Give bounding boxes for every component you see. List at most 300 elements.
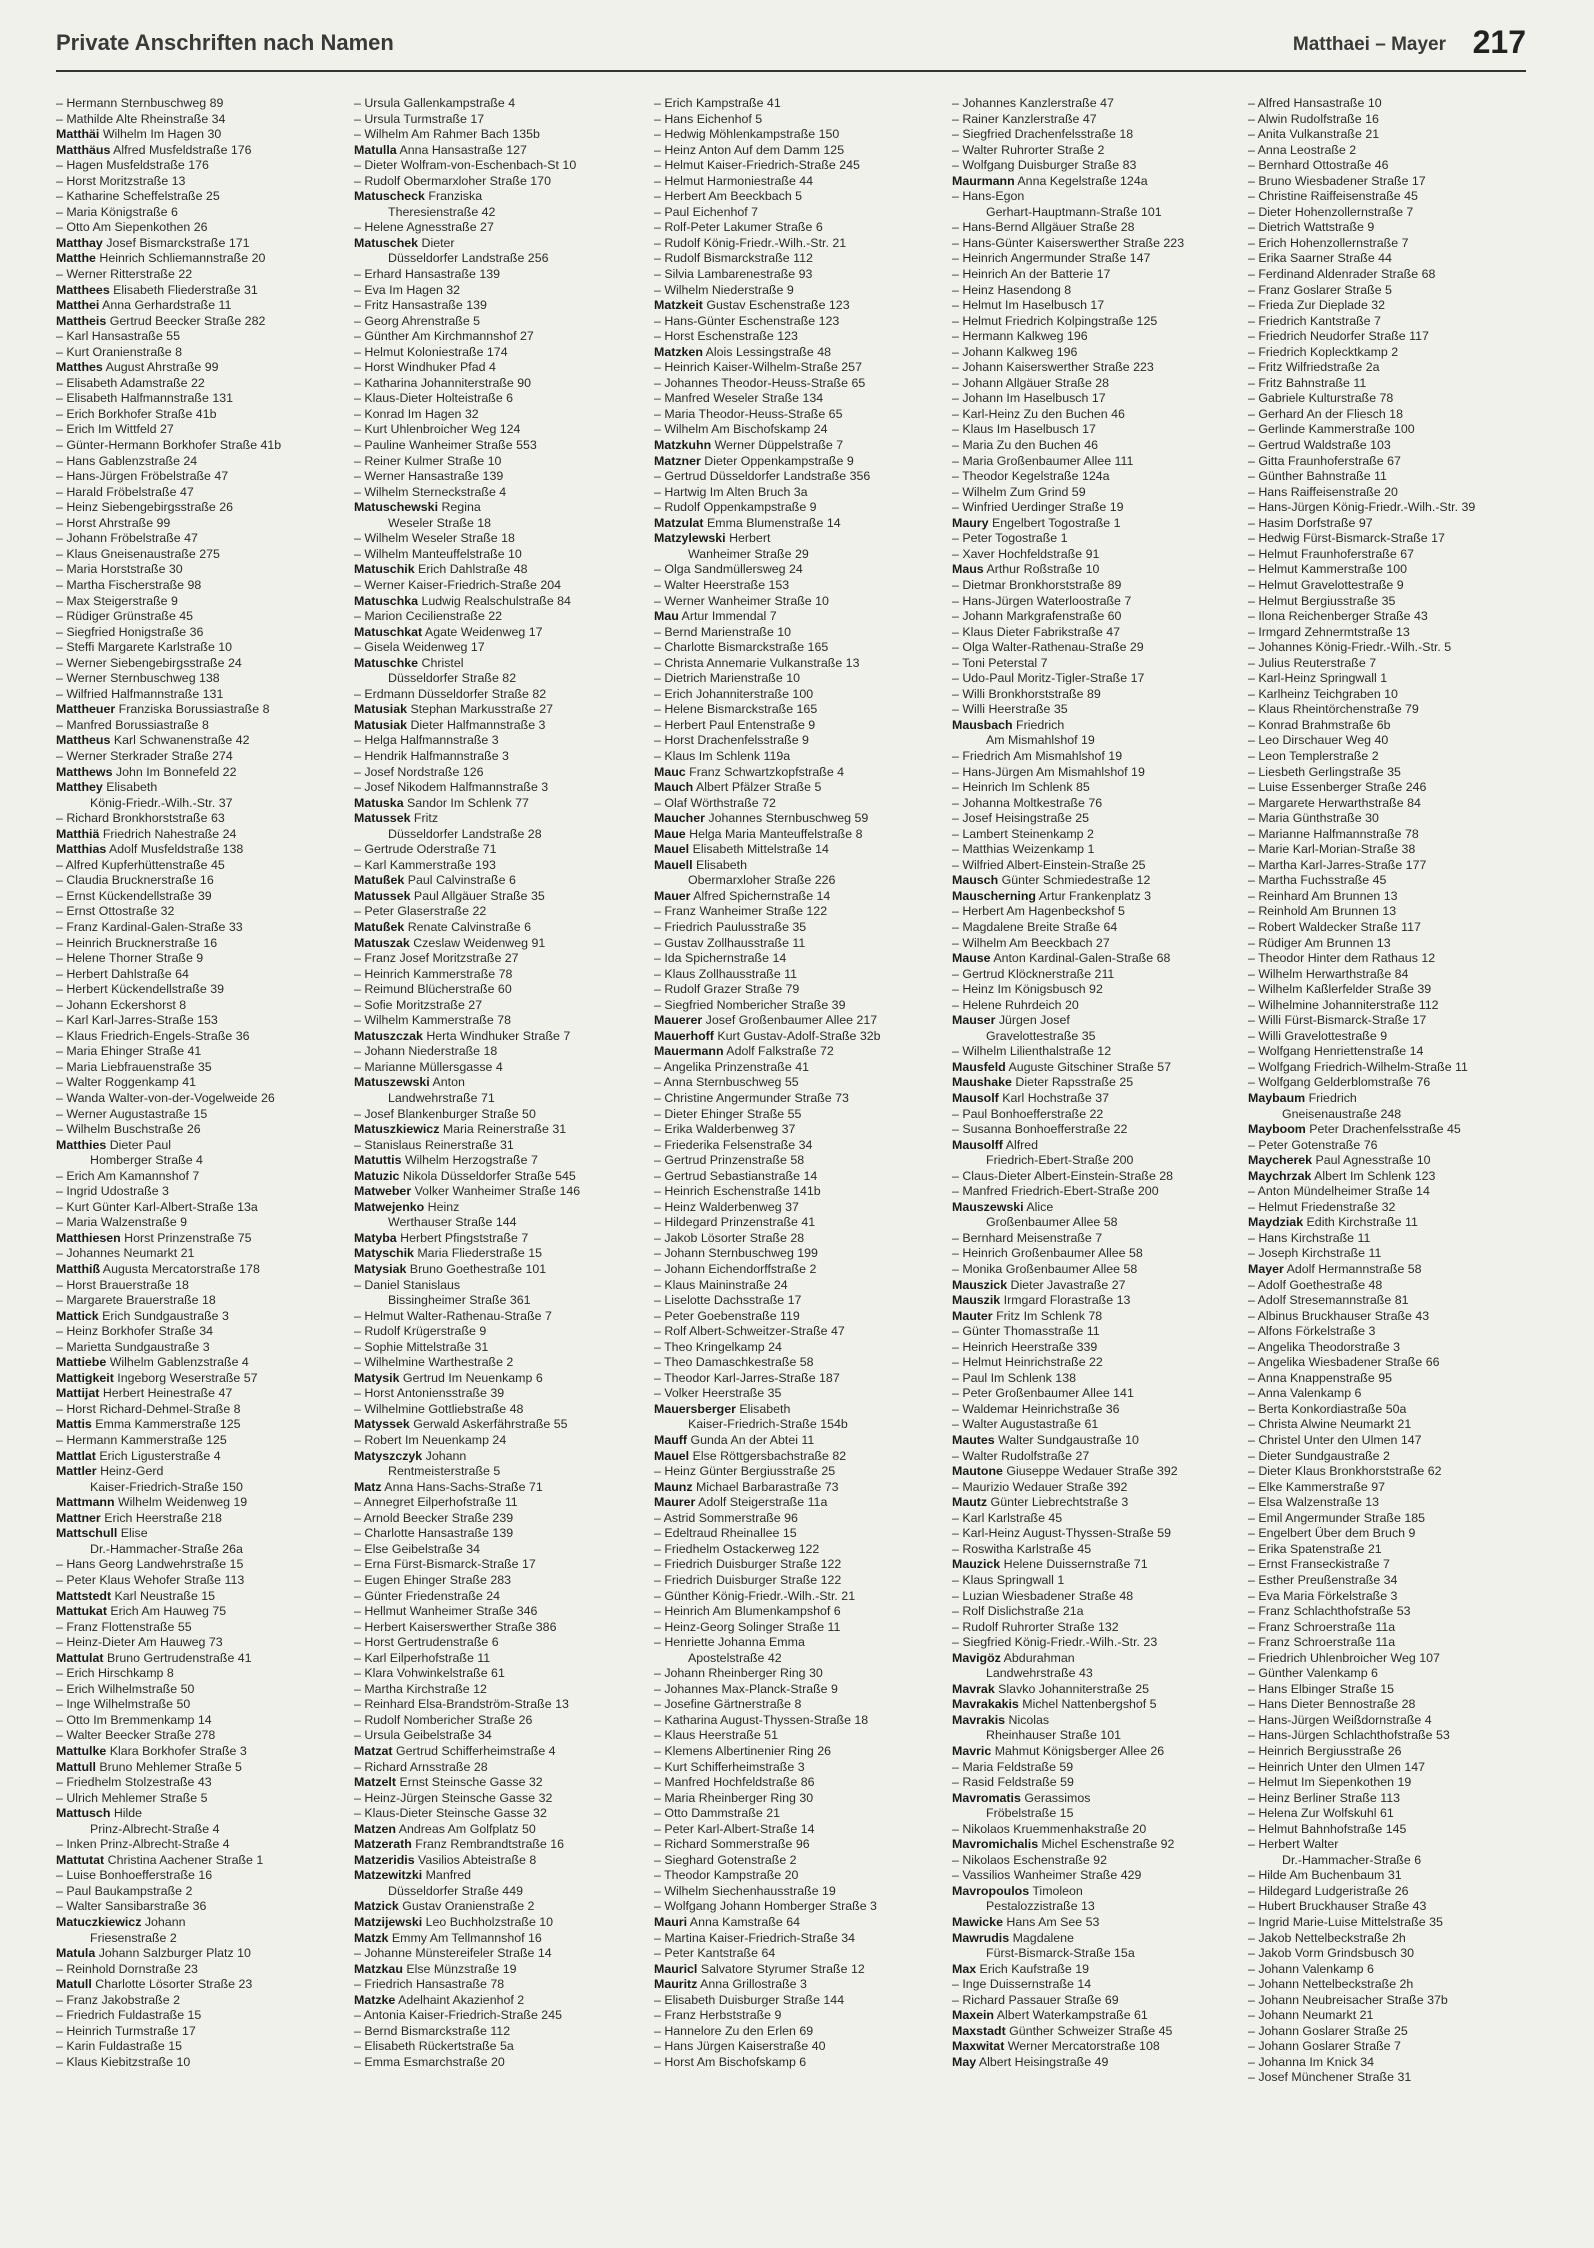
entry-text: Landwehrstraße 43	[986, 1666, 1093, 1681]
directory-entry	[1248, 998, 1538, 1014]
directory-entry	[56, 1791, 346, 1807]
entry-text: – Leo Dirschauer Weg 40	[1248, 733, 1389, 748]
entry-text: – Jakob Lösorter Straße 28	[654, 1230, 805, 1245]
entry-text: Agate Weidenweg 17	[422, 624, 543, 639]
directory-entry	[56, 422, 346, 438]
entry-text: – Ursula Geibelstraße 34	[354, 1728, 492, 1743]
directory-entry	[1248, 640, 1538, 656]
directory-entry	[56, 702, 346, 718]
directory-entry	[952, 1355, 1242, 1371]
entry-text: – Frieda Zur Dieplade 32	[1248, 298, 1386, 313]
entry-text: Regina	[438, 500, 481, 515]
directory-entry	[654, 796, 944, 812]
directory-entry	[952, 376, 1242, 392]
directory-entry	[1248, 1231, 1538, 1247]
entry-text: – Helene Thorner Straße 9	[56, 951, 204, 966]
directory-entry	[56, 1386, 346, 1402]
entry-text: Anna Hans-Sachs-Straße 71	[381, 1479, 543, 1494]
directory-entry	[654, 625, 944, 641]
directory-entry	[1248, 594, 1538, 610]
directory-entry	[654, 1931, 944, 1947]
entry-text: – Anna Valenkamp 6	[1248, 1386, 1362, 1401]
entry-text: – Klaus Dieter Fabrikstraße 47	[952, 624, 1121, 639]
entry-text: Anna Grillostraße 3	[697, 1977, 807, 1992]
directory-entry	[952, 547, 1242, 563]
entry-text: – Helmut Harmoniestraße 44	[654, 173, 814, 188]
surname: Mauerhoff	[654, 1028, 714, 1043]
directory-entry	[1248, 951, 1538, 967]
directory-entry	[56, 1899, 346, 1915]
directory-entry	[952, 329, 1242, 345]
entry-text: – Franz Jakobstraße 2	[56, 1992, 180, 2007]
entry-text: Kurt Gustav-Adolf-Straße 32b	[713, 1028, 881, 1043]
directory-entry	[654, 1340, 944, 1356]
directory-entry	[354, 765, 644, 781]
entry-text: Jürgen Josef	[995, 1013, 1070, 1028]
directory-entry	[952, 1184, 1242, 1200]
entry-text: – Friedhelm Stolzestraße 43	[56, 1775, 212, 1790]
entry-text: Dieter Paul	[106, 1137, 172, 1152]
directory-entry	[1248, 827, 1538, 843]
entry-text: Werner Düppelstraße 7	[711, 438, 844, 453]
directory-entry	[354, 578, 644, 594]
entry-text: – Manfred Borussiastraße 8	[56, 717, 209, 732]
entry-text: Franz Rembrandtstraße 16	[411, 1837, 565, 1852]
directory-entry	[952, 2008, 1242, 2024]
directory-entry	[56, 251, 346, 267]
entry-text: – Engelbert Über dem Bruch 9	[1248, 1526, 1416, 1541]
directory-entry	[654, 2024, 944, 2040]
directory-entry	[654, 998, 944, 1014]
entry-text: – Wilhelm Lilienthalstraße 12	[952, 1044, 1112, 1059]
entry-text: – Inge Duissernstraße 14	[952, 1977, 1092, 1992]
entry-text: Ernst Steinsche Gasse 32	[396, 1775, 543, 1790]
directory-entry	[654, 1557, 944, 1573]
directory-entry	[56, 1153, 346, 1169]
surname: Matzerath	[354, 1837, 412, 1852]
directory-entry	[654, 283, 944, 299]
directory-entry	[654, 547, 944, 563]
entry-text: Helene Duissernstraße 71	[1000, 1557, 1148, 1572]
directory-entry	[354, 1402, 644, 1418]
entry-text: – Theo Kringelkamp 24	[654, 1339, 782, 1354]
directory-entry	[654, 594, 944, 610]
directory-entry	[952, 1044, 1242, 1060]
surname: Matysik	[354, 1370, 400, 1385]
entry-text: Bruno Gertrudenstraße 41	[103, 1650, 252, 1665]
surname: Matußek	[354, 873, 405, 888]
directory-entry	[354, 920, 644, 936]
entry-text: – Bernhard Meisenstraße 7	[952, 1230, 1103, 1245]
directory-entry	[56, 407, 346, 423]
entry-text: – Heinz-Dieter Am Hauweg 73	[56, 1635, 223, 1650]
entry-text: – Heinrich Unter den Ulmen 147	[1248, 1759, 1426, 1774]
surname: Maxwitat	[952, 2039, 1005, 2054]
entry-text: – Helene Bismarckstraße 165	[654, 702, 818, 717]
entry-text: Gertrud Beecker Straße 282	[106, 313, 266, 328]
directory-entry	[354, 283, 644, 299]
directory-entry	[354, 873, 644, 889]
directory-entry	[1248, 2039, 1538, 2055]
entry-text: Timoleon	[1029, 1883, 1083, 1898]
entry-text: Edith Kirchstraße 11	[1303, 1215, 1418, 1230]
directory-entry	[56, 1480, 346, 1496]
entry-text: Erich Ligusterstraße 4	[95, 1448, 221, 1463]
entry-text: Hilde	[110, 1806, 143, 1821]
directory-entry	[354, 485, 644, 501]
directory-column-4	[952, 96, 1242, 2226]
entry-text: – Olga Sandmüllersweg 24	[654, 562, 803, 577]
directory-entry	[654, 951, 944, 967]
directory-entry	[1248, 1884, 1538, 1900]
directory-entry	[56, 765, 346, 781]
entry-text: – Theodor Kampstraße 20	[654, 1868, 799, 1883]
surname: Max	[952, 1961, 977, 1976]
entry-text: – Gustav Zollhausstraße 11	[654, 935, 806, 950]
surname: Matuschik	[354, 562, 415, 577]
entry-text: – Robert Im Neuenkamp 24	[354, 1433, 507, 1448]
directory-entry	[1248, 407, 1538, 423]
entry-text: Fröbelstraße 15	[986, 1806, 1074, 1821]
entry-text: Alfred Musfeldstraße 176	[110, 142, 252, 157]
entry-text: Augusta Mercatorstraße 178	[100, 1262, 260, 1277]
entry-text: – Marianne Müllersgasse 4	[354, 1059, 503, 1074]
surname: Mavigöz	[952, 1650, 1001, 1665]
entry-text: – Rudolf Grazer Straße 79	[654, 982, 800, 997]
entry-text: – Eugen Ehinger Straße 283	[354, 1572, 512, 1587]
entry-text: – Stanislaus Reinerstraße 31	[354, 1137, 514, 1152]
directory-entry	[56, 1200, 346, 1216]
directory-entry	[354, 1511, 644, 1527]
entry-text: – Walter Beecker Straße 278	[56, 1728, 216, 1743]
entry-text: Dieter Javastraße 27	[1007, 1277, 1126, 1292]
directory-entry	[952, 1868, 1242, 1884]
directory-entry	[1248, 1868, 1538, 1884]
entry-text: Josef Großenbaumer Allee 217	[702, 1013, 878, 1028]
entry-text: – Martha Kirchstraße 12	[354, 1681, 487, 1696]
directory-entry	[56, 1464, 346, 1480]
directory-entry	[654, 1760, 944, 1776]
entry-text: – Alfred Hansastraße 10	[1248, 96, 1382, 110]
directory-entry	[56, 1355, 346, 1371]
surname: Mattulat	[56, 1650, 104, 1665]
entry-text: – Maria Günthstraße 30	[1248, 811, 1379, 826]
entry-text: – Jakob Nettelbeckstraße 2h	[1248, 1930, 1406, 1945]
surname: Matuschka	[354, 593, 419, 608]
directory-entry	[354, 329, 644, 345]
directory-entry	[56, 967, 346, 983]
directory-entry	[952, 733, 1242, 749]
entry-text: – Helmut Kammerstraße 100	[1248, 562, 1408, 577]
directory-entry	[1248, 314, 1538, 330]
surname: Matzen	[354, 1821, 396, 1836]
entry-text: Fürst-Bismarck-Straße 15a	[986, 1946, 1135, 1961]
directory-entry	[354, 702, 644, 718]
directory-entry	[654, 1822, 944, 1838]
directory-entry	[56, 1589, 346, 1605]
directory-entry	[952, 1013, 1242, 1029]
entry-text: Gravelottestraße 35	[986, 1028, 1096, 1043]
entry-text: – Gerlinde Kammerstraße 100	[1248, 422, 1415, 437]
entry-text: Emma Kammerstraße 125	[91, 1417, 241, 1432]
surname: Mausch	[952, 873, 999, 888]
directory-entry	[56, 205, 346, 221]
entry-text: Dr.-Hammacher-Straße 6	[1282, 1852, 1422, 1867]
entry-text: – Johann Allgäuer Straße 28	[952, 375, 1110, 390]
entry-text: – Gertrude Oderstraße 71	[354, 842, 497, 857]
directory-entry	[952, 1760, 1242, 1776]
directory-entry	[952, 1278, 1242, 1294]
entry-text: – Wolfgang Duisburger Straße 83	[952, 158, 1137, 173]
surname: Maybaum	[1248, 1091, 1306, 1105]
entry-text: Landwehrstraße 71	[388, 1091, 495, 1105]
directory-entry	[354, 951, 644, 967]
entry-text: – Maurizio Wedauer Straße 392	[952, 1479, 1128, 1494]
directory-entry	[952, 298, 1242, 314]
entry-text: Maria Reinerstraße 31	[439, 1122, 567, 1137]
entry-text: – Heinz-Jürgen Steinsche Gasse 32	[354, 1790, 553, 1805]
directory-entry	[1248, 858, 1538, 874]
entry-text: – Hedwig Fürst-Bismarck-Straße 17	[1248, 531, 1445, 546]
surname: Maucher	[654, 811, 705, 826]
entry-text: – Hans Elbinger Straße 15	[1248, 1681, 1395, 1696]
directory-entry	[56, 1526, 346, 1542]
directory-entry	[1248, 516, 1538, 532]
surname: Mauzick	[952, 1557, 1001, 1572]
entry-text: – Willi Gravelottestraße 9	[1248, 1028, 1388, 1043]
directory-entry	[654, 904, 944, 920]
directory-entry	[354, 454, 644, 470]
entry-text: – Helmut Fraunhoferstraße 67	[1248, 546, 1414, 561]
entry-text: Anna Hansastraße 127	[396, 142, 527, 157]
directory-entry	[354, 733, 644, 749]
entry-text: – Waldemar Heinrichstraße 36	[952, 1401, 1120, 1416]
directory-entry	[952, 112, 1242, 128]
directory-entry	[952, 1620, 1242, 1636]
entry-text: – Georg Ahrenstraße 5	[354, 313, 481, 328]
directory-column-2	[354, 96, 644, 2226]
directory-entry	[1248, 1309, 1538, 1325]
entry-text: – Richard Sommerstraße 96	[654, 1837, 810, 1852]
entry-text: – Toni Peterstal 7	[952, 655, 1048, 670]
directory-entry	[56, 454, 346, 470]
directory-entry	[654, 1122, 944, 1138]
entry-text: – Richard Bronkhorststraße 63	[56, 811, 225, 826]
entry-text: Anton Kardinal-Galen-Straße 68	[990, 951, 1171, 966]
entry-text: – Franz Kardinal-Galen-Straße 33	[56, 919, 243, 934]
entry-text: – Josefine Gärtnerstraße 8	[654, 1697, 802, 1712]
directory-entry	[1248, 1604, 1538, 1620]
directory-entry	[1248, 702, 1538, 718]
entry-text: Karl Neustraße 15	[111, 1588, 216, 1603]
entry-text: – Ernst Kückendellstraße 39	[56, 888, 212, 903]
entry-text: – Werner Siebengebirgsstraße 24	[56, 655, 242, 670]
entry-text: – Hans-Jürgen Am Mismahlshof 19	[952, 764, 1145, 779]
surname: May	[952, 2054, 977, 2069]
directory-entry	[56, 298, 346, 314]
entry-text: – Nikolaos Kruemmenhakstraße 20	[952, 1821, 1147, 1836]
entry-text: Michel Eschenstraße 92	[1038, 1837, 1175, 1852]
entry-text: – Peter Großenbaumer Allee 141	[952, 1386, 1134, 1401]
entry-text: – Maria Ehinger Straße 41	[56, 1044, 202, 1059]
entry-text: – Luise Bonhoefferstraße 16	[56, 1868, 213, 1883]
directory-entry	[56, 1184, 346, 1200]
directory-entry	[654, 1231, 944, 1247]
directory-entry	[952, 1433, 1242, 1449]
directory-entry	[56, 1293, 346, 1309]
directory-entry	[56, 609, 346, 625]
entry-text: – Franz Flottenstraße 55	[56, 1619, 192, 1634]
entry-text: – Karl-Heinz August-Thyssen-Straße 59	[952, 1526, 1171, 1541]
directory-entry	[654, 314, 944, 330]
entry-text: – Christine Raiffeisenstraße 45	[1248, 189, 1418, 204]
directory-entry	[952, 609, 1242, 625]
directory-entry	[654, 1962, 944, 1978]
entry-text: Adelhaint Akazienhof 2	[395, 1992, 525, 2007]
entry-text: – Adolf Stresemannstraße 81	[1248, 1293, 1409, 1308]
entry-text: – Liselotte Dachsstraße 17	[654, 1293, 802, 1308]
entry-text: Pestalozzistraße 13	[986, 1899, 1095, 1914]
directory-entry	[952, 1635, 1242, 1651]
directory-entry	[952, 1246, 1242, 1262]
directory-entry	[354, 345, 644, 361]
directory-entry	[654, 1371, 944, 1387]
directory-entry	[654, 982, 944, 998]
directory-entry	[654, 220, 944, 236]
entry-text: Adolf Musfeldstraße 138	[106, 842, 244, 857]
entry-text: – Erich Kampstraße 41	[654, 96, 781, 110]
entry-text: – Herbert Walter	[1248, 1837, 1339, 1852]
entry-text: – Elisabeth Rückertstraße 5a	[354, 2039, 514, 2054]
entry-text: Czeslaw Weidenweg 91	[409, 935, 546, 950]
directory-entry	[354, 1464, 644, 1480]
entry-text: – Klaus-Dieter Steinsche Gasse 32	[354, 1806, 547, 1821]
entry-text: Karl Schwanenstraße 42	[110, 733, 250, 748]
entry-text: – Maria Theodor-Heuss-Straße 65	[654, 406, 843, 421]
surname: Matusiak	[354, 702, 408, 717]
entry-text: Friedrich Nahestraße 24	[99, 826, 237, 841]
entry-text: – Emil Angermunder Straße 185	[1248, 1510, 1426, 1525]
surname: Matthay	[56, 235, 103, 250]
entry-text: – Friedrich Fuldastraße 15	[56, 2008, 202, 2023]
surname: Matthees	[56, 282, 110, 297]
entry-text: – Martha Fischerstraße 98	[56, 577, 202, 592]
directory-entry	[354, 360, 644, 376]
directory-entry	[354, 858, 644, 874]
directory-entry	[654, 1324, 944, 1340]
directory-entry	[56, 469, 346, 485]
entry-text: Michel Nattenbergshof 5	[1018, 1697, 1157, 1712]
entry-text: – Theodor Karl-Jarres-Straße 187	[654, 1370, 840, 1385]
directory-entry	[654, 1837, 944, 1853]
directory-entry	[1248, 1666, 1538, 1682]
directory-entry	[952, 2024, 1242, 2040]
entry-text: – Sofie Moritzstraße 27	[354, 997, 483, 1012]
directory-entry	[56, 1713, 346, 1729]
directory-entry	[654, 1386, 944, 1402]
directory-entry	[654, 578, 944, 594]
entry-text: – Astrid Sommerstraße 96	[654, 1510, 798, 1525]
entry-text: – Werner Sternbuschweg 138	[56, 671, 220, 686]
entry-text: Walter Sundgaustraße 10	[994, 1433, 1139, 1448]
entry-text: – Helena Zur Wolfskuhl 61	[1248, 1806, 1394, 1821]
directory-entry	[354, 1775, 644, 1791]
entry-text: – Erna Fürst-Bismarck-Straße 17	[354, 1557, 536, 1572]
entry-text: – Friedrich Kantstraße 7	[1248, 313, 1381, 328]
directory-entry	[952, 1526, 1242, 1542]
entry-text: Elisabeth Mittelstraße 14	[689, 842, 829, 857]
entry-text: – Rüdiger Grünstraße 45	[56, 609, 194, 624]
directory-entry	[1248, 1635, 1538, 1651]
directory-entry	[654, 298, 944, 314]
directory-entry	[654, 1278, 944, 1294]
entry-text: Franziska Borussiastraße 8	[115, 702, 270, 717]
directory-entry	[354, 1355, 644, 1371]
directory-entry	[354, 1620, 644, 1636]
entry-text: – Gitta Fraunhoferstraße 67	[1248, 453, 1401, 468]
directory-entry	[56, 718, 346, 734]
directory-entry	[354, 1324, 644, 1340]
directory-entry	[354, 1728, 644, 1744]
entry-text: – Gerhard An der Fliesch 18	[1248, 406, 1403, 421]
entry-text: Andreas Am Golfplatz 50	[396, 1821, 536, 1836]
entry-text: Franz Schwartzkopfstraße 4	[685, 764, 845, 779]
entry-text: – Hasim Dorfstraße 97	[1248, 515, 1373, 530]
surname: Matuttis	[354, 1153, 402, 1168]
directory-entry	[56, 2055, 346, 2071]
entry-text: – Erich Borkhofer Straße 41b	[56, 406, 217, 421]
entry-text: – Johann Goslarer Straße 25	[1248, 2023, 1408, 2038]
entry-text: Renate Calvinstraße 6	[404, 919, 531, 934]
entry-text: – Joseph Kirchstraße 11	[1248, 1246, 1382, 1261]
surname: Matthiß	[56, 1262, 101, 1277]
entry-text: – Monika Großenbaumer Allee 58	[952, 1262, 1138, 1277]
entry-text: – Anna Leostraße 2	[1248, 142, 1357, 157]
entry-text: Gunda An der Abtei 11	[687, 1433, 815, 1448]
surname: Matyba	[354, 1230, 397, 1245]
entry-text: – Horst Am Bischofskamp 6	[654, 2054, 807, 2069]
surname: Matzelt	[354, 1775, 396, 1790]
directory-entry	[56, 562, 346, 578]
entry-text: – Hannelore Zu den Erlen 69	[654, 2023, 814, 2038]
directory-entry	[654, 391, 944, 407]
entry-text: Am Mismahlshof 19	[986, 733, 1095, 748]
directory-entry	[654, 112, 944, 128]
directory-entry	[952, 1977, 1242, 1993]
directory-entry	[1248, 1355, 1538, 1371]
directory-entry	[654, 189, 944, 205]
entry-text: – Sieghard Gotenstraße 2	[654, 1852, 797, 1867]
surname: Matull	[56, 1977, 92, 1992]
entry-text: – Gertrud Waldstraße 103	[1248, 438, 1391, 453]
directory-entry	[354, 1371, 644, 1387]
directory-entry	[952, 1542, 1242, 1558]
directory-entry	[1248, 1324, 1538, 1340]
entry-text: – Johann Niederstraße 18	[354, 1044, 498, 1059]
directory-entry	[1248, 236, 1538, 252]
entry-text: – Hilde Am Buchenbaum 31	[1248, 1868, 1402, 1883]
entry-text: Anna Gerhardstraße 11	[99, 298, 232, 313]
entry-text: – Elsa Walzenstraße 13	[1248, 1495, 1380, 1510]
directory-entry	[654, 1511, 944, 1527]
directory-entry	[952, 1899, 1242, 1915]
entry-text: – Rudolf König-Friedr.-Wilh.-Str. 21	[654, 235, 847, 250]
entry-text: Herbert Heinestraße 47	[99, 1386, 233, 1401]
entry-text: – Hans-Jürgen König-Friedr.-Wilh.-Str. 39	[1248, 500, 1476, 515]
entry-text: – Johannes Theodor-Heuss-Straße 65	[654, 375, 866, 390]
entry-text: – Günter-Hermann Borkhofer Straße 41b	[56, 438, 282, 453]
surname: Matwejenko	[354, 1199, 425, 1214]
